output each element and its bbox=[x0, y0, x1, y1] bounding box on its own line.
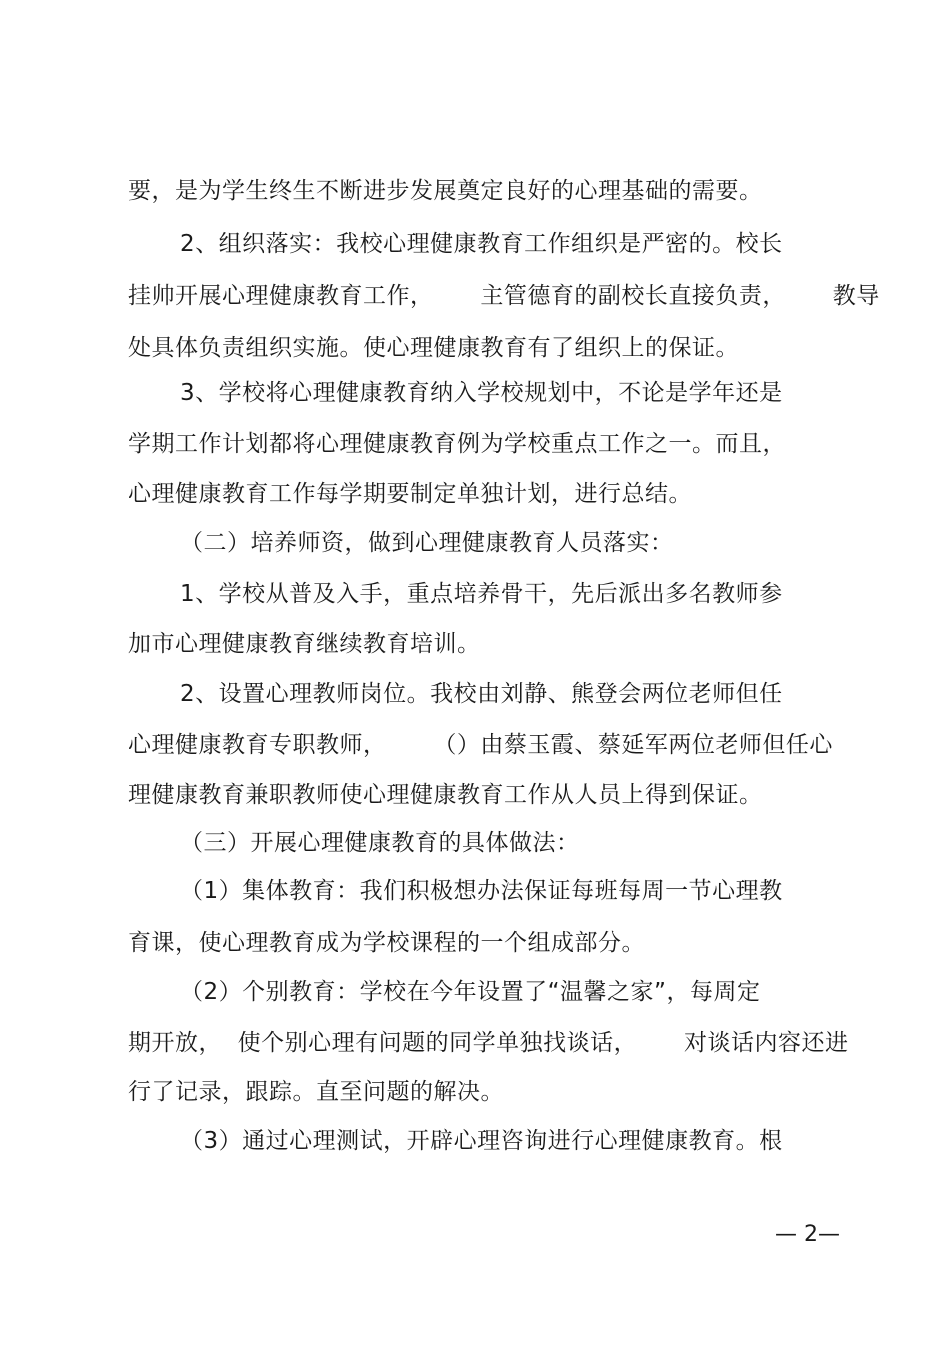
text-line: 心理健康教育专职教师， （）由蔡玉霞、蔡延军两位老师但任心 bbox=[128, 732, 833, 758]
text-line: 理健康教育兼职教师使心理健康教育工作从人员上得到保证。 bbox=[128, 782, 763, 808]
text-line: 3、学校将心理健康教育纳入学校规划中，不论是学年还是 bbox=[180, 380, 783, 406]
text-line: 期开放， 使个别心理有问题的同学单独找谈话， 对谈话内容还进 bbox=[128, 1030, 849, 1056]
text-line: 2、组织落实：我校心理健康教育工作组织是严密的。校长 bbox=[180, 231, 783, 257]
text-line: 学期工作计划都将心理健康教育例为学校重点工作之一。而且， bbox=[128, 431, 786, 457]
page-number: — 2— bbox=[775, 1222, 840, 1247]
text-line: （三）开展心理健康教育的具体做法： bbox=[180, 830, 580, 856]
text-line: 处具体负责组织实施。使心理健康教育有了组织上的保证。 bbox=[128, 335, 739, 361]
text-line: 心理健康教育工作每学期要制定单独计划，进行总结。 bbox=[128, 481, 692, 507]
text-line: （1）集体教育：我们积极想办法保证每班每周一节心理教 bbox=[180, 878, 783, 904]
text-line: （2）个别教育：学校在今年设置了“温馨之家”，每周定 bbox=[180, 979, 761, 1005]
text-line: 要，是为学生终生不断进步发展奠定良好的心理基础的需要。 bbox=[128, 178, 763, 204]
text-line: （二）培养师资，做到心理健康教育人员落实： bbox=[180, 530, 674, 556]
text-line: 行了记录，跟踪。直至问题的解决。 bbox=[128, 1079, 504, 1105]
text-line: 加市心理健康教育继续教育培训。 bbox=[128, 631, 481, 657]
text-line: 挂帅开展心理健康教育工作， 主管德育的副校长直接负责， 教导 bbox=[128, 283, 880, 309]
text-line: 育课，使心理教育成为学校课程的一个组成部分。 bbox=[128, 930, 645, 956]
text-line: 2、设置心理教师岗位。我校由刘静、熊登会两位老师但任 bbox=[180, 681, 783, 707]
text-line: 1、学校从普及入手，重点培养骨干，先后派出多名教师参 bbox=[180, 581, 783, 607]
text-line: （3）通过心理测试，开辟心理咨询进行心理健康教育。根 bbox=[180, 1128, 783, 1154]
